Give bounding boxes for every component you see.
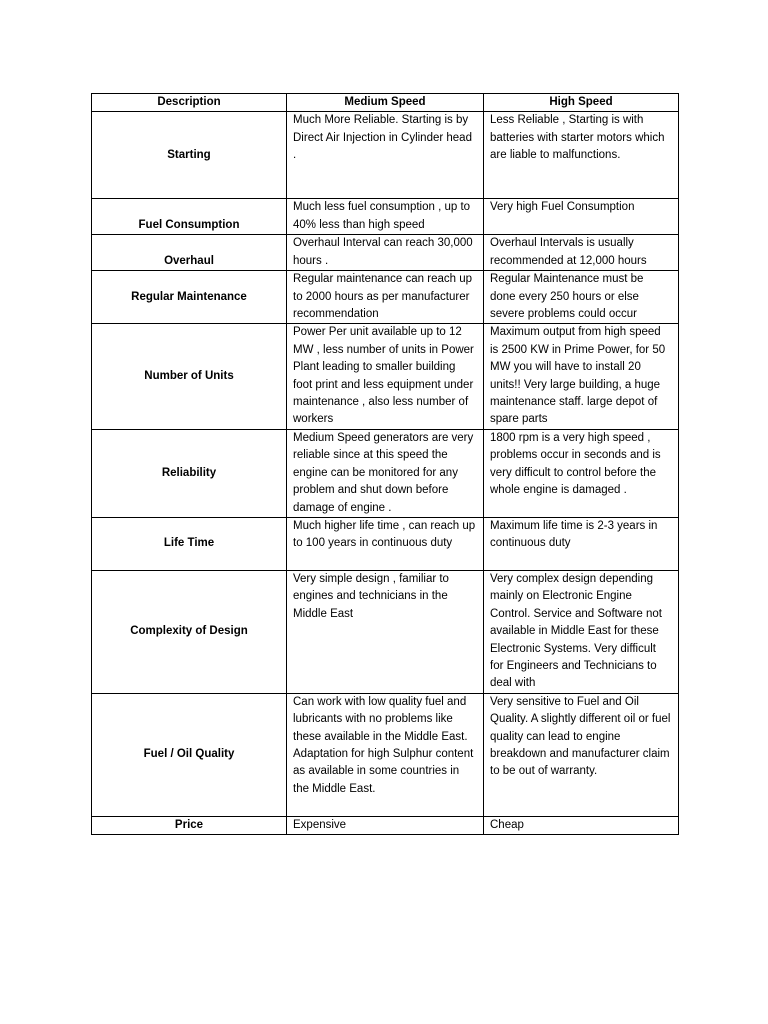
row-description: Life Time <box>92 517 287 570</box>
table-row <box>92 235 679 271</box>
high-speed-cell: Very high Fuel Consumption <box>484 199 679 235</box>
row-description: Complexity of Design <box>92 570 287 693</box>
row-description: Fuel / Oil Quality <box>92 693 287 816</box>
row-description: Number of Units <box>92 324 287 429</box>
high-speed-cell: Overhaul Intervals is usually recommended at 12,000 hours <box>484 235 679 271</box>
high-speed-cell: 1800 rpm is a very high speed , problems occur in seconds and is very difficult to control before the whole engine is damaged . <box>484 429 679 517</box>
high-speed-cell: Very complex design depending mainly on Electronic Engine Control. Service and Software not available in Middle East for these Electronic Systems. Very difficult for Engineers and Technicians to deal with <box>484 570 679 693</box>
table-row <box>92 324 679 429</box>
high-speed-cell: Maximum life time is 2-3 years in continuous duty <box>484 517 679 570</box>
medium-speed-cell: Overhaul Interval can reach 30,000 hours . <box>287 235 484 271</box>
medium-speed-cell: Medium Speed generators are very reliable since at this speed the engine can be monitored for any problem and shut down before damage of engine . <box>287 429 484 517</box>
row-description: Reliability <box>92 429 287 517</box>
header-medium-speed: Medium Speed <box>287 94 484 112</box>
high-speed-cell: Maximum output from high speed is 2500 KW in Prime Power, for 50 MW you will have to install 20 units!! Very large building, a huge maintenance staff. large depot of spare parts <box>484 324 679 429</box>
medium-speed-cell: Regular maintenance can reach up to 2000 hours as per manufacturer recommendation <box>287 271 484 324</box>
table-row <box>92 816 679 834</box>
medium-speed-cell: Very simple design , familiar to engines and technicians in the Middle East <box>287 570 484 693</box>
table-row <box>92 570 679 693</box>
table-row <box>92 429 679 517</box>
high-speed-cell: Cheap <box>484 816 679 834</box>
medium-speed-cell: Much More Reliable. Starting is by Direct Air Injection in Cylinder head . <box>287 112 484 199</box>
high-speed-cell: Less Reliable , Starting is with batteries with starter motors which are liable to malfunctions. <box>484 112 679 199</box>
row-description: Overhaul <box>92 235 287 271</box>
header-high-speed: High Speed <box>484 94 679 112</box>
medium-speed-cell: Can work with low quality fuel and lubricants with no problems like these available in the Middle East. Adaptation for high Sulphur content as available in some countries in the Middle East. <box>287 693 484 816</box>
table-row <box>92 199 679 235</box>
header-row <box>92 94 679 112</box>
high-speed-cell: Regular Maintenance must be done every 250 hours or else severe problems could occur <box>484 271 679 324</box>
table-row <box>92 112 679 199</box>
header-description: Description <box>92 94 287 112</box>
medium-speed-cell: Expensive <box>287 816 484 834</box>
table-row <box>92 271 679 324</box>
row-description: Starting <box>92 112 287 199</box>
comparison-table <box>91 93 679 835</box>
row-description: Price <box>92 816 287 834</box>
table-row <box>92 693 679 816</box>
medium-speed-cell: Power Per unit available up to 12 MW , less number of units in Power Plant leading to smaller building foot print and less equipment under maintenance , also less number of workers <box>287 324 484 429</box>
medium-speed-cell: Much less fuel consumption , up to 40% less than high speed <box>287 199 484 235</box>
medium-speed-cell: Much higher life time , can reach up to 100 years in continuous duty <box>287 517 484 570</box>
table-row <box>92 517 679 570</box>
row-description: Fuel Consumption <box>92 199 287 235</box>
high-speed-cell: Very sensitive to Fuel and Oil Quality. A slightly different oil or fuel quality can lead to engine breakdown and manufacturer claim to be out of warranty. <box>484 693 679 816</box>
row-description: Regular Maintenance <box>92 271 287 324</box>
